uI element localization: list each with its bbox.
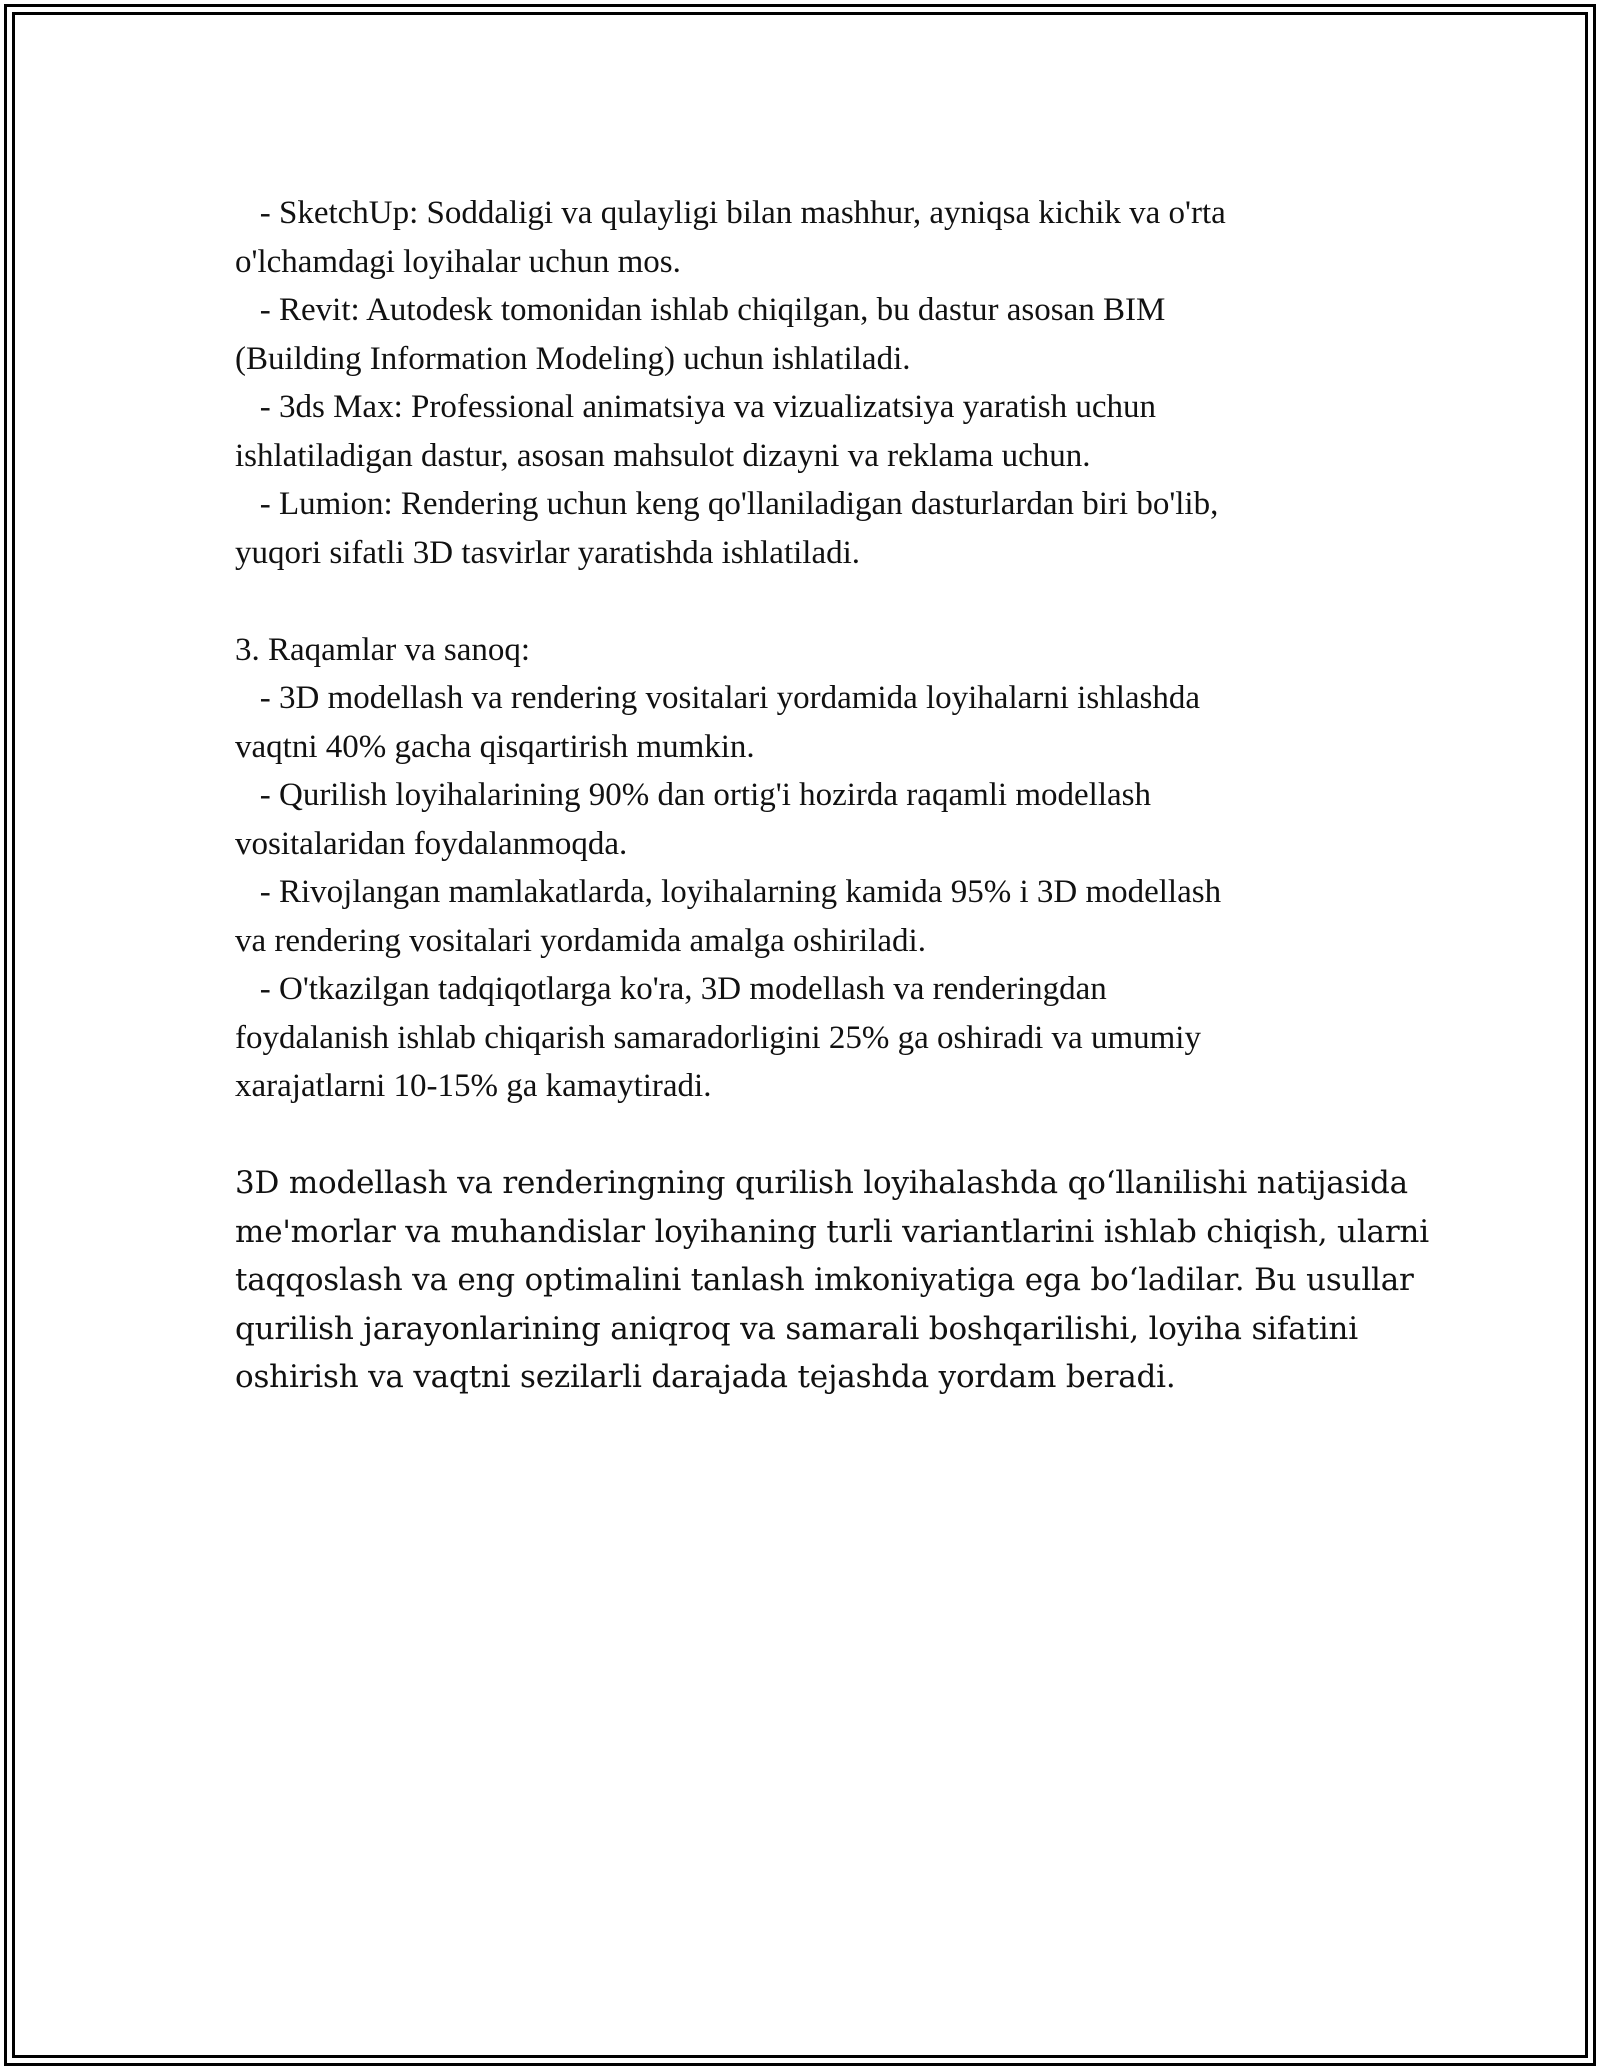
list-item-lumion [235, 480, 1385, 577]
text-line: va rendering vositalari yordamida amalga oshiriladi. [235, 922, 926, 959]
conclusion-paragraph [235, 1159, 1429, 1402]
section-heading: 3. Raqamlar va sanoq: [235, 631, 531, 668]
text-line: xarajatlarni 10-15% ga kamaytiradi. [235, 1068, 712, 1104]
text-line: - Qurilish loyihalarining 90% dan ortig'i hozirda raqamli modellash [235, 777, 1151, 813]
list-item-3ds-max [235, 383, 1385, 480]
text-line: foydalanish ishlab chiqarish samaradorligini 25% ga oshiradi va umumiy [235, 1019, 1201, 1056]
list-item-digital-adoption [235, 771, 1385, 868]
text-line: me'morlar va muhandislar loyihaning turli variantlarini ishlab chiqish, ularni [235, 1213, 1429, 1250]
text-line: taqqoslash va eng optimalini tanlash imkoniyatiga ega bo‘ladilar. Bu usullar [235, 1262, 1414, 1298]
list-item-developed-countries [235, 868, 1385, 965]
document-body [235, 189, 1429, 1402]
text-line: vositalaridan foydalanmoqda. [235, 825, 628, 862]
text-line: oshirish va vaqtni sezilarli darajada tejashda yordam beradi. [235, 1359, 1176, 1395]
text-line: o'lchamdagi loyihalar uchun mos. [235, 243, 681, 280]
numbers-list [235, 674, 1385, 1111]
text-line: ishlatiladigan dastur, asosan mahsulot dizayni va reklama uchun. [235, 437, 1091, 474]
text-line: - Rivojlangan mamlakatlarda, loyihalarning kamida 95% i 3D modellash [235, 874, 1222, 910]
text-line: vaqtni 40% gacha qisqartirish mumkin. [235, 728, 755, 765]
text-line: qurilish jarayonlarining aniqroq va samarali boshqarilishi, loyiha sifatini [235, 1310, 1358, 1347]
list-item-revit [235, 286, 1385, 383]
paragraph-spacer [235, 577, 1385, 626]
list-item-sketchup [235, 189, 1385, 286]
text-line: - Lumion: Rendering uchun keng qo'llaniladigan dasturlardan biri bo'lib, [235, 486, 1219, 522]
text-line: - Revit: Autodesk tomonidan ishlab chiqilgan, bu dastur asosan BIM [235, 292, 1166, 328]
paragraph-spacer [235, 1111, 1385, 1160]
text-line: (Building Information Modeling) uchun ishlatiladi. [235, 340, 911, 377]
software-list [235, 189, 1385, 577]
text-line: - SketchUp: Soddaligi va qulayligi bilan mashhur, ayniqsa kichik va o'rta [235, 195, 1226, 231]
list-item-time-savings [235, 674, 1385, 771]
text-line: - O'tkazilgan tadqiqotlarga ko'ra, 3D modellash va renderingdan [235, 971, 1107, 1007]
text-line: yuqori sifatli 3D tasvirlar yaratishda ishlatiladi. [235, 534, 861, 571]
text-line: - 3D modellash va rendering vositalari yordamida loyihalarni ishlashda [235, 680, 1200, 716]
text-line: 3D modellash va renderingning qurilish loyihalashda qo‘llanilishi natijasida [235, 1165, 1408, 1201]
text-line: - 3ds Max: Professional animatsiya va vizualizatsiya yaratish uchun [235, 389, 1157, 425]
list-item-research-findings [235, 965, 1385, 1111]
